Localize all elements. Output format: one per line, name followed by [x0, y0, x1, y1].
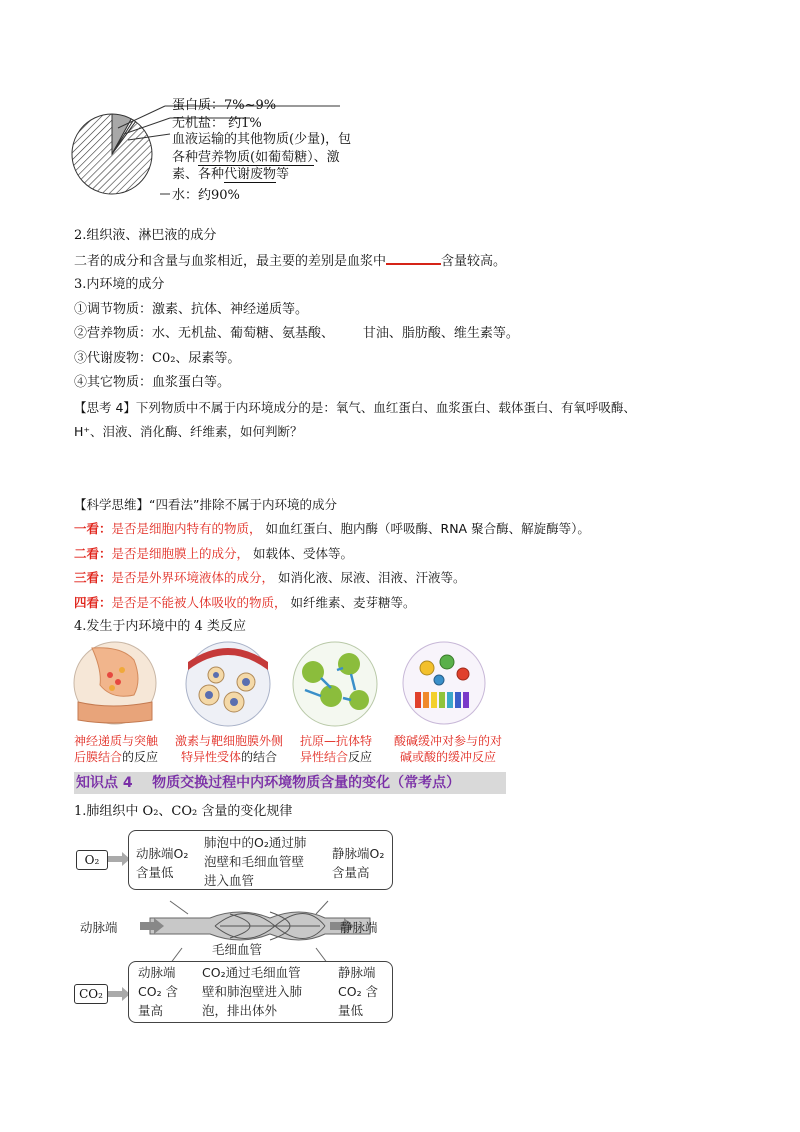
caption-red: 激素与靶细胞膜外侧 [174, 734, 283, 748]
caption-red: 异性结合 [299, 750, 348, 764]
pie-label-nutrients: 营养物质(如葡萄糖） [198, 150, 314, 165]
section2-text-after: 含量较高。 [441, 254, 507, 269]
buffer-illustration [401, 640, 487, 726]
section2-text [74, 251, 506, 271]
look-label: 一看： [74, 521, 112, 536]
knowledge-point-banner [74, 772, 506, 794]
reaction-caption [388, 733, 508, 765]
look-example: 如消化液、尿液、泪液、汗液等。 [278, 570, 466, 585]
look-row [74, 520, 590, 538]
co2-step-line: 静脉端 [338, 965, 376, 980]
look-example: 如载体、受体等。 [253, 546, 354, 561]
pie-label-other-3a: 素、各种 [172, 167, 225, 182]
look-row [74, 545, 353, 563]
synapse-illustration [72, 640, 158, 726]
co2-step-line: CO₂通过毛细血管 [202, 965, 301, 980]
reaction-caption [288, 733, 384, 765]
section3-item: ②营养物质：水、无机盐、葡萄糖、氨基酸、 甘油、脂肪酸、维生素等。 [74, 326, 519, 341]
look-row [74, 594, 416, 612]
co2-step-artery [138, 963, 178, 1020]
o2-step-artery [136, 844, 188, 882]
look-rule: 是否是外界环境液体的成分， [111, 570, 275, 585]
section2-text-before: 二者的成分和含量与血浆相近，最主要的差别是血浆中 [74, 254, 387, 269]
think-question-line2: H⁺、泪液、消化酶、纤维素，如何判断？ [74, 424, 303, 439]
caption-black: 的结合 [241, 750, 278, 764]
o2-step-line: 含量高 [332, 865, 370, 880]
pie-label-water: 水：约90% [172, 188, 240, 203]
caption-red: 抗原—抗体特 [299, 734, 372, 748]
lung-section-heading: 1.肺组织中 O₂、CO₂ 含量的变化规律 [74, 804, 293, 819]
look-example: 如血红蛋白、胞内酶（呼吸酶、RNA 聚合酶、解旋酶等）。 [265, 521, 590, 536]
o2-step-alveoli [204, 833, 306, 890]
section3-item: ③代谢废物：C0₂、尿素等。 [74, 351, 241, 366]
look-row [74, 569, 466, 587]
pie-label-other-3 [172, 166, 289, 184]
co2-step-line: 量高 [138, 1003, 164, 1018]
artery-end-label: 动脉端 [80, 920, 118, 935]
caption-red: 特异性受体 [180, 750, 241, 764]
look-rule: 是否是不能被人体吸收的物质， [111, 595, 287, 610]
pie-label-other-2 [172, 149, 340, 167]
co2-step-line: CO₂ 含 [338, 984, 379, 999]
vein-end-label: 静脉端 [340, 920, 378, 935]
co2-step-line: CO₂ 含 [138, 984, 179, 999]
pie-label-other-2c: 、激 [313, 150, 340, 165]
answer-blank [386, 251, 441, 265]
knowledge-point-title: 知识点 4 物质交换过程中内环境物质含量的变化（常考点） [76, 775, 461, 791]
look-label: 三看： [74, 570, 112, 585]
look-example: 如纤维素、麦芽糖等。 [290, 595, 416, 610]
reaction-caption [68, 733, 164, 765]
capillary-label: 毛细血管 [212, 942, 263, 957]
o2-step-line: 动脉端O₂ [136, 846, 189, 861]
hormone-receptor-illustration [184, 640, 272, 728]
co2-step-line: 壁和肺泡壁进入肺 [202, 984, 303, 999]
section3-item: ①调节物质：激素、抗体、神经递质等。 [74, 302, 309, 317]
section3-item: ④其它物质：血浆蛋白等。 [74, 375, 231, 390]
o2-step-line: 静脉端O₂ [332, 846, 385, 861]
caption-red: 神经递质与突触 [73, 734, 158, 748]
pie-label-protein: 蛋白质：7%~9% [172, 98, 277, 113]
section4-heading: 4.发生于内环境中的 4 类反应 [74, 619, 246, 634]
science-title: 【科学思维】“四看法”排除不属于内环境的成分 [74, 497, 337, 512]
look-label: 四看： [74, 595, 112, 610]
section2-heading: 2.组织液、淋巴液的成分 [74, 228, 217, 243]
think-question-line1: 【思考 4】下列物质中不属于内环境成分的是：氧气、血红蛋白、血浆蛋白、载体蛋白、有氧呼吸酶、 [74, 400, 636, 415]
section3-heading: 3.内环境的成分 [74, 277, 165, 292]
antigen-antibody-illustration [291, 640, 379, 728]
co2-step-alveoli [202, 963, 302, 1020]
co2-step-vein [338, 963, 378, 1020]
pie-label-waste: 代谢废物 [224, 167, 277, 182]
pie-label-salt: 无机盐： 约1% [172, 116, 262, 131]
o2-tag: O₂ [76, 850, 108, 870]
co2-tag: CO₂ [74, 984, 108, 1004]
o2-step-line: 肺泡中的O₂通过肺 [204, 835, 307, 850]
reaction-caption [170, 733, 288, 765]
look-label: 二看： [74, 546, 112, 561]
o2-step-line: 含量低 [136, 865, 174, 880]
caption-red: 酸碱缓冲对参与的对 [393, 734, 502, 748]
pie-label-other-3c: 等 [276, 167, 290, 182]
caption-red: 后膜结合 [73, 750, 122, 764]
co2-step-line: 泡，排出体外 [202, 1003, 278, 1018]
caption-black: 反应 [348, 750, 373, 764]
co2-step-line: 量低 [338, 1003, 364, 1018]
o2-step-line: 进入血管 [204, 873, 255, 888]
look-rule: 是否是细胞膜上的成分， [111, 546, 250, 561]
pie-label-other-2a: 各种 [172, 150, 199, 165]
o2-step-vein [332, 844, 384, 882]
caption-black: 的反应 [122, 750, 159, 764]
look-rule: 是否是细胞内特有的物质， [111, 521, 262, 536]
pie-label-other-1: 血液运输的其他物质(少量)，包 [172, 132, 352, 147]
co2-step-line: 动脉端 [138, 965, 176, 980]
caption-red: 碱或酸的缓冲反应 [399, 750, 496, 764]
o2-step-line: 泡壁和毛细血管壁 [204, 854, 305, 869]
